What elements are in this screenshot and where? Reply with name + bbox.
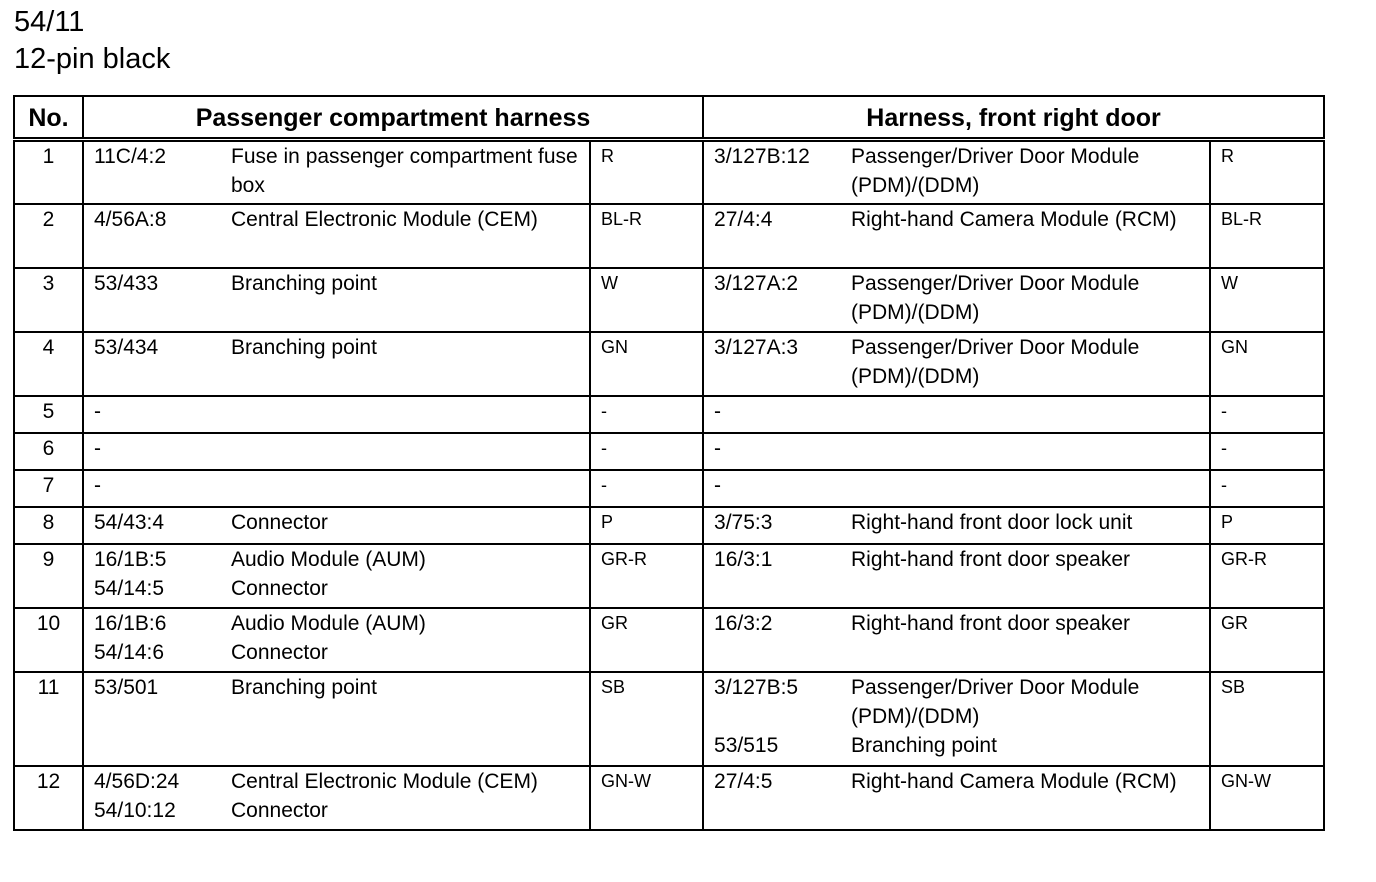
component-description: Branching point [231,335,377,359]
right-harness-cell [703,672,1210,766]
harness-entry [704,205,1209,234]
left-harness-cell [83,544,590,608]
harness-entry [704,545,1209,574]
pin-number: 10 [14,608,83,672]
table-header-row [14,96,1324,140]
pin-number: 5 [14,396,83,433]
terminal-code: - [94,436,101,460]
left-wire-color: R [590,140,703,204]
terminal-code: 3/75:3 [714,510,773,534]
left-wire-color: GR [590,608,703,672]
right-wire-color: BL-R [1210,204,1324,268]
harness-entry [704,673,1209,731]
terminal-code: 16/3:1 [714,547,773,571]
component-description [231,471,589,500]
pin-number: 4 [14,332,83,396]
left-wire-color: GN-W [590,766,703,830]
terminal-code: 27/4:4 [714,207,773,231]
harness-entry [84,609,589,638]
pin-number: 2 [14,204,83,268]
left-harness-cell [83,204,590,268]
component-description: Right-hand front door speaker [851,611,1131,635]
component-description [851,434,1209,463]
component-description [851,397,1209,426]
component-description [231,434,589,463]
pin-number: 8 [14,507,83,544]
component-description: Right-hand front door lock unit [851,510,1133,534]
component-description [851,471,1209,500]
right-harness-cell [703,608,1210,672]
pin-number: 6 [14,433,83,470]
connector-id: 54/11 [14,6,85,38]
harness-entry [84,142,589,200]
harness-entry [704,397,1209,426]
right-wire-color: W [1210,268,1324,332]
pin-number: 3 [14,268,83,332]
left-wire-color: - [590,470,703,507]
component-description: Branching point [231,271,377,295]
terminal-code: 3/127A:2 [714,271,799,295]
terminal-code: 53/515 [714,733,779,757]
right-wire-color: - [1210,396,1324,433]
component-description: Central Electronic Module (CEM) [231,769,538,793]
component-description: Right-hand Camera Module (RCM) [851,207,1177,231]
component-description: Fuse in passenger compartment fuse box [231,145,578,197]
right-wire-color: - [1210,433,1324,470]
harness-entry [84,767,589,796]
right-wire-color: GR-R [1210,544,1324,608]
component-description: Branching point [851,733,997,757]
component-description [231,397,589,426]
harness-entry [84,269,589,298]
component-description: Connector [231,798,328,822]
harness-entry [84,545,589,574]
pin-number: 12 [14,766,83,830]
component-description: Right-hand Camera Module (RCM) [851,769,1177,793]
harness-entry [84,434,589,463]
right-harness-cell [703,507,1210,544]
table-row [14,204,1324,268]
terminal-code: 54/43:4 [94,510,165,534]
table-body [14,140,1324,830]
right-harness-cell [703,766,1210,830]
table-row [14,766,1324,830]
table-row [14,507,1324,544]
component-description: Connector [231,510,328,534]
pin-number: 7 [14,470,83,507]
pin-number: 1 [14,140,83,204]
header-no: No. [14,96,83,140]
component-description: Passenger/Driver Door Module (PDM)/(DDM) [851,145,1140,197]
harness-entry [704,333,1209,391]
right-wire-color: GN-W [1210,766,1324,830]
terminal-code: 53/434 [94,335,159,359]
header-right-harness: Harness, front right door [703,96,1324,140]
left-harness-cell [83,332,590,396]
terminal-code: 3/127B:5 [714,675,799,699]
right-harness-cell [703,268,1210,332]
right-harness-cell [703,140,1210,204]
component-description: Audio Module (AUM) [231,611,426,635]
left-harness-cell [83,140,590,204]
left-wire-color: SB [590,672,703,766]
terminal-code: 54/14:5 [94,576,165,600]
right-harness-cell [703,332,1210,396]
terminal-code: 53/433 [94,271,159,295]
harness-entry [704,609,1209,638]
terminal-code: - [714,436,722,460]
harness-entry [84,508,589,537]
harness-entry [84,205,589,234]
component-description: Audio Module (AUM) [231,547,426,571]
harness-entry [704,269,1209,327]
left-wire-color: - [590,433,703,470]
right-wire-color: GN [1210,332,1324,396]
left-wire-color: GN [590,332,703,396]
terminal-code: 3/127A:3 [714,335,799,359]
terminal-code: 16/1B:5 [94,547,167,571]
right-wire-color: - [1210,470,1324,507]
left-harness-cell [83,608,590,672]
terminal-code: 4/56D:24 [94,769,180,793]
terminal-code: 27/4:5 [714,769,773,793]
left-wire-color: W [590,268,703,332]
left-wire-color: - [590,396,703,433]
right-wire-color: R [1210,140,1324,204]
terminal-code: 54/14:6 [94,640,165,664]
left-wire-color: BL-R [590,204,703,268]
right-harness-cell [703,544,1210,608]
terminal-code: 16/3:2 [714,611,773,635]
pin-number: 11 [14,672,83,766]
component-description: Connector [231,576,328,600]
harness-entry [84,574,589,603]
component-description: Passenger/Driver Door Module (PDM)/(DDM) [851,335,1140,388]
left-harness-cell [83,766,590,830]
harness-entry [704,508,1209,537]
table-row [14,332,1324,396]
harness-entry [84,397,589,426]
right-wire-color: SB [1210,672,1324,766]
table-row [14,672,1324,766]
component-description: Passenger/Driver Door Module (PDM)/(DDM) [851,271,1140,324]
left-wire-color: GR-R [590,544,703,608]
table-row [14,268,1324,332]
terminal-code: 53/501 [94,675,159,699]
table-row [14,470,1324,507]
left-harness-cell [83,268,590,332]
terminal-code: 54/10:12 [94,798,176,822]
table-row [14,433,1324,470]
component-description: Right-hand front door speaker [851,547,1131,571]
right-harness-cell [703,470,1210,507]
connector-description: 12-pin black [14,43,171,75]
right-harness-cell [703,396,1210,433]
terminal-code: 3/127B:12 [714,145,810,168]
table-row [14,396,1324,433]
right-wire-color: P [1210,507,1324,544]
table-row [14,140,1324,204]
component-description: Branching point [231,675,377,699]
harness-entry [84,333,589,362]
terminal-code: 4/56A:8 [94,207,167,231]
pin-number: 9 [14,544,83,608]
harness-entry [84,796,589,825]
right-harness-cell [703,433,1210,470]
component-description: Connector [231,640,328,664]
table-row [14,608,1324,672]
component-description: Central Electronic Module (CEM) [231,207,538,231]
pin-table [13,95,1323,831]
harness-entry [704,767,1209,796]
terminal-code: 16/1B:6 [94,611,167,635]
left-harness-cell [83,507,590,544]
harness-entry [84,471,589,500]
header-left-harness: Passenger compartment harness [83,96,703,140]
terminal-code: - [714,399,722,423]
terminal-code: - [94,399,101,423]
harness-entry [84,638,589,667]
right-harness-cell [703,204,1210,268]
terminal-code: - [714,473,722,497]
terminal-code: 11C/4:2 [94,145,166,168]
harness-entry [704,471,1209,500]
table-row [14,544,1324,608]
terminal-code: - [94,473,101,497]
left-harness-cell [83,672,590,766]
harness-entry [704,731,1209,760]
harness-entry [704,142,1209,200]
harness-entry [704,434,1209,463]
left-wire-color: P [590,507,703,544]
component-description: Passenger/Driver Door Module (PDM)/(DDM) [851,675,1140,728]
right-wire-color: GR [1210,608,1324,672]
left-harness-cell [83,396,590,433]
harness-entry [84,673,589,702]
left-harness-cell [83,470,590,507]
left-harness-cell [83,433,590,470]
